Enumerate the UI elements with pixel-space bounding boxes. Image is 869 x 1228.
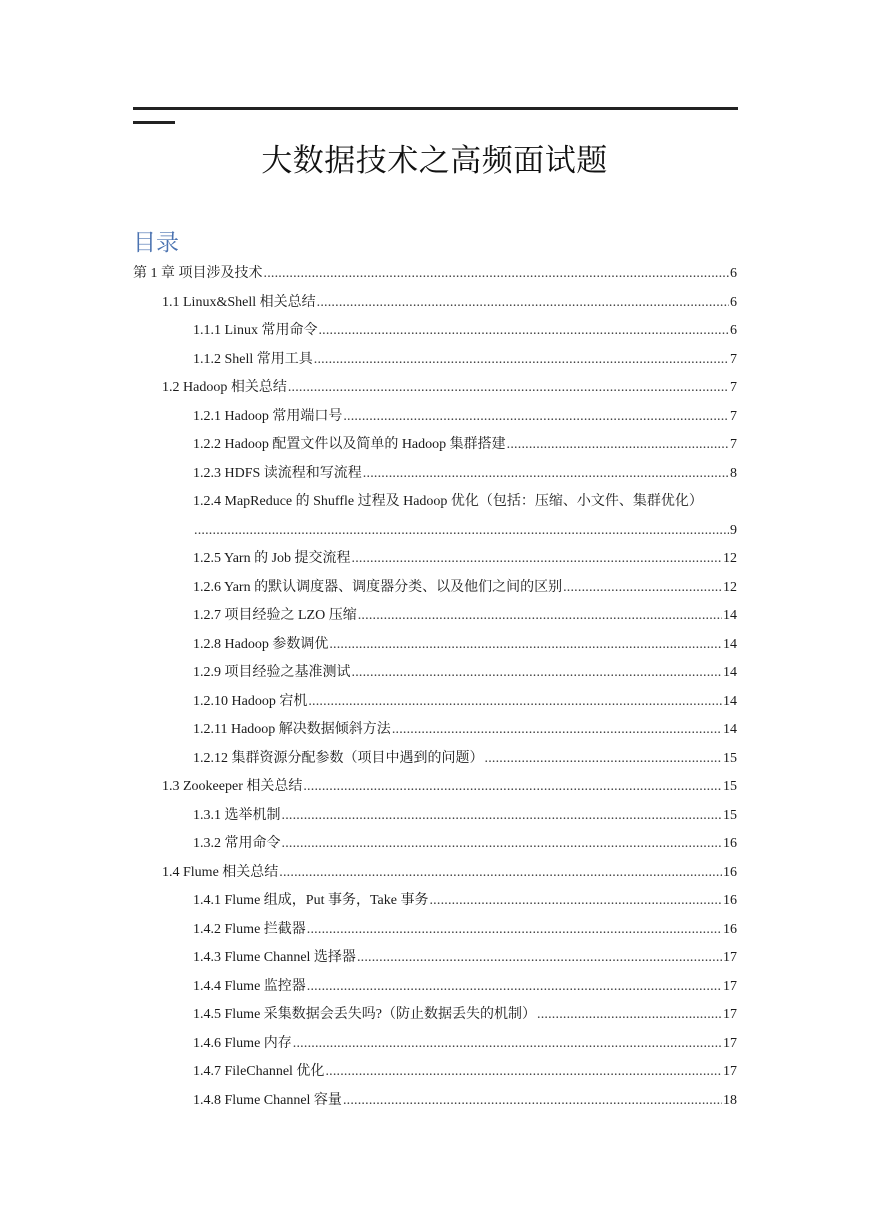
toc-heading: 目录 [133,230,179,256]
toc-entry-page: 15 [723,750,737,766]
toc-entry-label: 1.4.1 Flume 组成，Put 事务，Take 事务 [193,893,429,908]
toc-entry[interactable] [193,1062,737,1082]
toc-entry[interactable] [193,920,737,940]
document-title: 大数据技术之高频面试题 [261,143,608,178]
toc-entry-page: 7 [730,408,737,424]
toc-entry-page: 18 [723,1092,737,1108]
toc-entry-label: 1.3 Zookeeper 相关总结 [162,779,303,794]
toc-entry-label: 1.1.2 Shell 常用工具 [193,351,313,367]
toc-entry[interactable] [162,293,737,313]
toc-entry-page: 15 [723,807,737,823]
toc-leader-dots [363,464,729,484]
toc-entry[interactable] [193,806,737,826]
toc-entry-label: 1.2.10 Hadoop 宕机 [193,693,308,709]
toc-entry-page: 17 [723,1064,737,1079]
toc-leader-dots [314,350,729,370]
toc-entry-page: 14 [723,665,737,680]
toc-entry-label: 1.4 Flume 相关总结 [162,864,279,880]
toc-entry-page: 6 [730,294,737,310]
toc-entry-label: 1.4.4 Flume 监控器 [193,978,306,994]
toc-leader-dots [303,777,722,797]
toc-entry-page: 12 [723,551,737,566]
toc-leader-dots [343,407,729,427]
toc-entry-page: 16 [723,864,737,880]
toc-entry-label: 1.4.3 Flume Channel 选择器 [193,950,356,965]
header-rule-short [133,121,175,124]
toc-entry-label: 1.4.5 Flume 采集数据会丢失吗?（防止数据丢失的机制） [193,1007,536,1022]
toc-entry[interactable] [193,1005,737,1025]
toc-entry[interactable] [193,606,737,626]
toc-entry[interactable] [162,777,737,797]
toc-entry[interactable] [193,407,737,427]
toc-entry-page: 7 [730,380,737,395]
toc-entry-page: 7 [730,437,737,452]
toc-entry-label: 1.2.5 Yarn 的 Job 提交流程 [193,551,351,566]
toc-entry[interactable] [193,578,737,598]
toc-leader-dots [392,720,722,740]
toc-entry-label: 1.2.8 Hadoop 参数调优 [193,636,329,652]
toc-entry[interactable] [162,378,737,398]
toc-leader-dots [537,1005,722,1025]
toc-entry[interactable] [133,264,737,284]
toc-entry[interactable] [193,635,737,655]
toc-entry-label: 1.1 Linux&Shell 相关总结 [162,294,316,310]
toc-leader-dots [279,863,722,883]
toc-entry[interactable] [193,321,737,341]
toc-entry-label: 1.2.11 Hadoop 解决数据倾斜方法 [193,722,391,737]
toc-leader-dots [307,977,722,997]
toc-entry[interactable] [193,1091,737,1111]
toc-entry-page: 17 [723,1007,737,1022]
toc-entry-label: 1.1.1 Linux 常用命令 [193,323,318,338]
toc-leader-dots [563,578,722,598]
toc-leader-dots [329,635,722,655]
toc-entry[interactable] [193,891,737,911]
toc-entry-page: 16 [723,921,737,937]
toc-leader-dots [358,606,722,626]
toc-entry[interactable] [193,464,737,484]
toc-leader-dots [325,1062,722,1082]
toc-entry[interactable] [193,749,737,769]
toc-leader-dots [357,948,722,968]
toc-entry-page: 17 [723,1035,737,1051]
toc-entry-page: 8 [730,465,737,481]
toc-entry-page: 14 [723,608,737,623]
toc-leader-dots [485,749,723,769]
toc-entry-label: 1.4.6 Flume 内存 [193,1035,292,1051]
toc-leader-dots [288,378,729,398]
toc-entry-label: 1.4.8 Flume Channel 容量 [193,1092,342,1108]
toc-leader-dots [429,891,722,911]
toc-leader-dots [507,435,729,455]
toc-entry-page: 17 [723,978,737,994]
toc-entry-page: 6 [730,323,737,338]
toc-entry-label: 1.4.7 FileChannel 优化 [193,1064,325,1079]
toc-entry-label: 1.2.4 MapReduce 的 Shuffle 过程及 Hadoop 优化（包括：压缩、小文件、集群优化） [193,494,703,509]
toc-entry[interactable] [193,663,737,683]
toc-leader-dots [307,920,722,940]
toc-entry-page: 15 [723,779,737,794]
toc-leader-dots [352,663,723,683]
toc-entry-page: 14 [723,636,737,652]
toc-leader-dots [317,293,729,313]
toc-entry-label: 1.2.9 项目经验之基准测试 [193,665,351,680]
toc-entry-label: 1.2 Hadoop 相关总结 [162,380,287,395]
toc-entry-label: 1.2.7 项目经验之 LZO 压缩 [193,608,357,623]
toc-leader-dots [318,321,729,341]
toc-entry-page: 9 [730,522,737,538]
toc-entry[interactable] [193,834,737,854]
toc-entry[interactable] [193,435,737,455]
toc-entry[interactable] [193,948,737,968]
toc-entry-page: 16 [723,836,737,851]
toc-leader-dots [282,834,723,854]
toc-entry-label: 1.2.12 集群资源分配参数（项目中遇到的问题） [193,750,484,766]
toc-leader-dots [194,521,729,541]
toc-leader-dots [352,549,722,569]
toc-entry-page: 12 [723,579,737,595]
toc-entry[interactable] [193,977,737,997]
toc-entry[interactable] [193,350,737,370]
toc-entry-label: 1.3.2 常用命令 [193,836,281,851]
toc-entry[interactable] [193,549,737,569]
toc-entry-label: 1.4.2 Flume 拦截器 [193,921,306,937]
toc-entry-page: 16 [723,893,737,908]
toc-entry[interactable] [193,1034,737,1054]
toc-entry-continuation[interactable] [193,521,737,541]
toc-entry-label: 第 1 章 项目涉及技术 [133,266,263,281]
toc-entry-label: 1.2.2 Hadoop 配置文件以及简单的 Hadoop 集群搭建 [193,437,506,452]
toc-entry-label: 1.2.3 HDFS 读流程和写流程 [193,465,362,481]
toc-entry[interactable] [193,492,737,512]
toc-entry-label: 1.2.6 Yarn 的默认调度器、调度器分类、以及他们之间的区别 [193,579,563,595]
toc-entry-label: 1.2.1 Hadoop 常用端口号 [193,408,343,424]
toc-entry-label: 1.3.1 选举机制 [193,807,281,823]
toc-entry-page: 14 [723,693,737,709]
toc-entry[interactable] [193,720,737,740]
toc-entry-page: 7 [730,351,737,367]
toc-entry-page: 6 [730,266,737,281]
toc-leader-dots [308,692,722,712]
toc-entry[interactable] [193,692,737,712]
toc-entry[interactable] [162,863,737,883]
toc-leader-dots [293,1034,722,1054]
toc-leader-dots [264,264,730,284]
toc-leader-dots [343,1091,722,1111]
toc-leader-dots [282,806,723,826]
toc-entry-page: 17 [723,950,737,965]
toc-entry-page: 14 [723,722,737,737]
header-rule-long [133,107,738,110]
